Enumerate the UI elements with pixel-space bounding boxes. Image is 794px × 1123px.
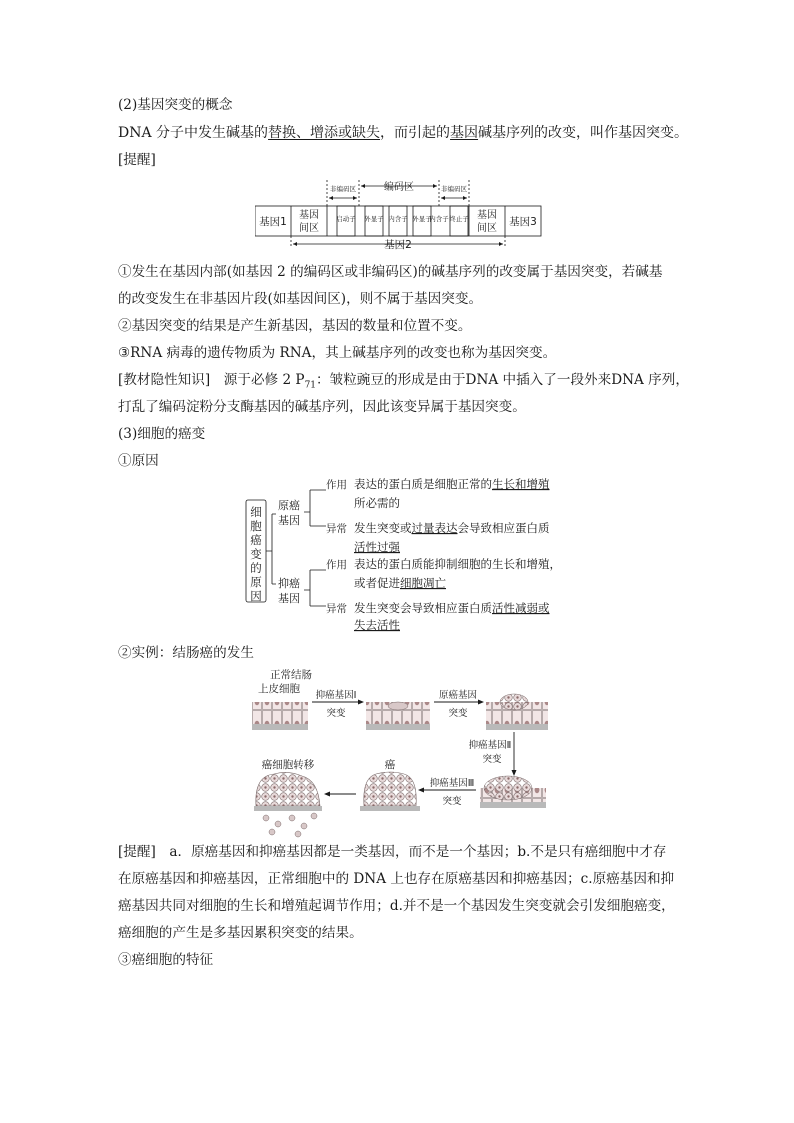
- colon-cancer-progression-figure: [252, 666, 552, 838]
- terminator-label: 终止子: [449, 215, 469, 223]
- gene-interval-label-right-2: 间区: [477, 223, 497, 234]
- proto-oncogene-label-1: 原癌: [278, 499, 300, 512]
- supp-role-line-1: 表达的蛋白质能抑制细胞的生长和增殖，: [354, 557, 561, 571]
- gene-interval-label-left-1: 基因: [299, 210, 319, 221]
- arrow4-bottom-label: 突变: [442, 796, 462, 807]
- tip-line-4: ③RNA 病毒的遗传物质为 RNA，其上碱基序列的改变也称为基因突变。: [118, 345, 557, 361]
- suppressor-label-2: 基因: [278, 592, 300, 605]
- arrow4-top-label: 抑癌基因Ⅲ: [429, 778, 475, 789]
- cancer-mass-image: [360, 772, 420, 811]
- noncoding-left-label: 非编码区: [330, 185, 356, 193]
- root-char: 变: [250, 547, 262, 561]
- normal-label-1: 正常结肠: [270, 669, 312, 681]
- text-part: 表达的蛋白质是细胞正常的: [354, 477, 492, 491]
- mutation-definition: [118, 123, 688, 143]
- coding-region-label: 编码区: [384, 182, 414, 193]
- supp-abnormal-line-2: 失去活性: [354, 618, 400, 632]
- text-underline: 过量表达: [411, 521, 458, 535]
- supp-role-line-2: [354, 576, 446, 590]
- exon-label-1: 外显子: [364, 215, 384, 223]
- arrow2-top-label: 原癌基因: [438, 690, 478, 701]
- cancer-cause-map: [242, 474, 562, 634]
- hidden-knowledge-source: 源于必修 2 P: [223, 372, 305, 388]
- exon-label-2: 外显子: [412, 215, 432, 223]
- proto-oncogene-label-2: 基因: [278, 514, 300, 527]
- gene-structure-diagram: [255, 178, 545, 254]
- normal-label-2: 上皮细胞: [258, 683, 300, 695]
- arrow1-top-label: 抑癌基因Ⅰ: [315, 690, 357, 701]
- section-heading-canceration: (3)细胞的癌变: [118, 426, 206, 442]
- hidden-knowledge-line-2: 打乱了编码淀粉分支酶基因的碱基序列，因此该变异属于基因突变。: [118, 399, 526, 415]
- cancer-label: 癌: [384, 759, 396, 771]
- root-char: 胞: [250, 519, 262, 533]
- stage2-epithelium-image: [366, 702, 430, 730]
- text-part: 发生突变会导致相应蛋白质: [354, 601, 492, 615]
- tip2-line-3: 癌基因共同对细胞的生长和增殖起调节作用；d.并不是一个基因发生突变就会引发细胞癌变，: [118, 898, 675, 914]
- features-heading: ③癌细胞的特征: [118, 952, 214, 968]
- text-part: 发生突变或: [354, 521, 412, 535]
- root-char: 因: [250, 589, 262, 603]
- root-char: 的: [250, 561, 262, 575]
- example-heading: ②实例：结肠癌的发生: [118, 645, 254, 661]
- stage4-epithelium-image: [480, 776, 546, 808]
- def-part: DNA 分子中发生碱基的: [118, 125, 269, 141]
- abnormal-label-2: 异常: [326, 603, 347, 615]
- section-heading-mutation-concept: (2)基因突变的概念: [118, 97, 233, 113]
- hidden-knowledge-text: ：皱粒豌豆的形成是由于DNA 中插入了一段外来DNA 序列，: [316, 372, 689, 388]
- hidden-knowledge-line-1: [118, 370, 689, 396]
- tip-line-3: ②基因突变的结果是产生新基因，基因的数量和位置不变。: [118, 318, 472, 334]
- tip2-line-2: 在原癌基因和抑癌基因，正常细胞中的 DNA 上也存在原癌基因和抑癌基因；c.原癌基因和抑: [118, 871, 675, 887]
- def-underline-1: 替换、增添或缺失: [268, 125, 381, 141]
- proto-abnormal-line-1: [354, 521, 550, 535]
- def-part: ，而引起的: [380, 125, 451, 141]
- abnormal-label-1: 异常: [326, 523, 347, 535]
- tip2-line-1: [118, 842, 666, 862]
- stage3-epithelium-image: [486, 694, 548, 730]
- tip2-line-4: 癌细胞的产生是多基因累积突变的结果。: [118, 925, 363, 941]
- role-label-2: 作用: [326, 559, 347, 571]
- tip-label-2: [提醒]: [118, 844, 156, 860]
- metastasis-image: [254, 772, 322, 837]
- tip-label: [提醒]: [118, 152, 156, 168]
- text-underline: 生长和增殖: [492, 477, 550, 491]
- tip-line-1: ①发生在基因内部(如基因 2 的编码区或非编码区)的碱基序列的改变属于基因突变，若碱基: [118, 264, 663, 280]
- def-part: 碱基序列的改变，叫作基因突变。: [478, 125, 689, 141]
- text-part: 或者促进: [354, 576, 400, 590]
- root-char: 癌: [250, 533, 262, 547]
- text-part: 会导致相应蛋白质: [457, 521, 550, 535]
- role-label-1: 作用: [326, 479, 347, 491]
- suppressor-label-1: 抑癌: [278, 577, 300, 590]
- arrow3-bottom-label: 突变: [482, 754, 502, 765]
- gene3-label: 基因3: [509, 216, 537, 228]
- normal-epithelium-image: [252, 702, 308, 730]
- root-char: 原: [250, 575, 262, 589]
- noncoding-right-label: 非编码区: [441, 185, 467, 193]
- proto-role-line-2: 所必需的: [354, 496, 400, 510]
- root-char: 细: [250, 505, 262, 519]
- proto-role-line-1: [354, 477, 550, 491]
- page-subscript: 71: [304, 380, 317, 391]
- tip-line-2: 的改变发生在非基因片段(如基因间区)，则不属于基因突变。: [118, 291, 483, 307]
- gene-interval-label-left-2: 间区: [299, 223, 319, 234]
- arrow2-bottom-label: 突变: [448, 708, 468, 719]
- intron-label-1: 内含子: [388, 215, 408, 223]
- supp-abnormal-line-1: [354, 601, 550, 615]
- text-underline: 活性减弱或: [492, 601, 550, 615]
- def-underline-2: 基因: [450, 125, 479, 141]
- arrow3-top-label: 抑癌基因Ⅱ: [468, 740, 512, 751]
- cause-heading: ①原因: [118, 453, 159, 469]
- gene1-label: 基因1: [259, 216, 287, 228]
- metastasis-label: 癌细胞转移: [261, 759, 315, 771]
- gene2-label: 基因2: [384, 239, 412, 251]
- intron-label-2: 内含子: [429, 215, 449, 223]
- tip-text: a．原癌基因和抑癌基因都是一类基因，而不是一个基因；b.不是只有癌细胞中才存: [169, 844, 667, 860]
- text-underline: 细胞凋亡: [400, 576, 446, 590]
- arrow1-bottom-label: 突变: [326, 708, 346, 719]
- proto-abnormal-line-2: 活性过强: [354, 540, 400, 554]
- gene-interval-label-right-1: 基因: [477, 210, 497, 221]
- promoter-label: 启动子: [336, 215, 356, 223]
- hidden-knowledge-label: [教材隐性知识]: [118, 372, 211, 388]
